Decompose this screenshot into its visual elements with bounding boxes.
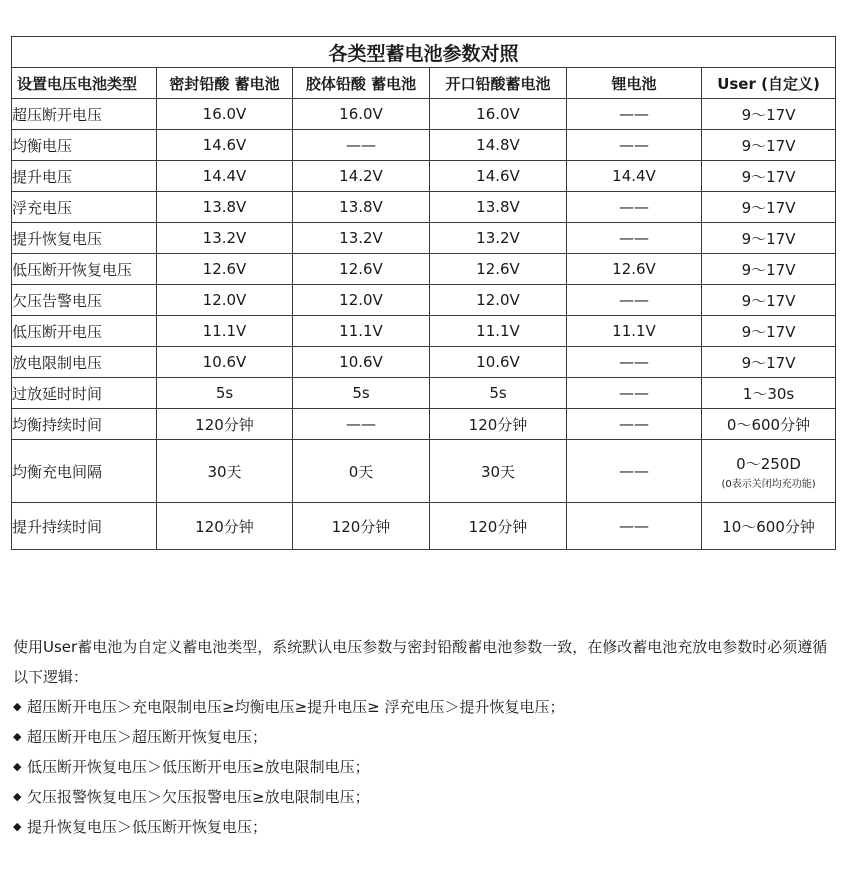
table-row <box>12 223 836 254</box>
rule-item <box>13 782 833 812</box>
cell-user-defined: 9～17V <box>702 285 836 316</box>
table-row <box>12 503 836 550</box>
rule-item <box>13 722 833 752</box>
cell-flooded-lead-acid: 12.0V <box>430 285 567 316</box>
row-label: 提升电压 <box>12 161 157 192</box>
header-sealed-lead-acid: 密封铅酸 蓄电池 <box>157 68 293 99</box>
table-header-row <box>12 68 836 99</box>
cell-gel-lead-acid: 10.6V <box>293 347 430 378</box>
cell-sealed-lead-acid: 120分钟 <box>157 409 293 440</box>
cell-lithium: —— <box>567 347 702 378</box>
cell-sealed-lead-acid: 16.0V <box>157 99 293 130</box>
cell-sealed-lead-acid: 12.6V <box>157 254 293 285</box>
row-label: 均衡电压 <box>12 130 157 161</box>
cell-user-defined: 9～17V <box>702 130 836 161</box>
rule-text: 提升恢复电压＞低压断开恢复电压； <box>27 818 268 836</box>
header-lithium: 锂电池 <box>567 68 702 99</box>
rule-text: 超压断开电压＞充电限制电压≥均衡电压≥提升电压≥ 浮充电压＞提升恢复电压； <box>27 698 565 716</box>
cell-sealed-lead-acid: 5s <box>157 378 293 409</box>
row-label: 浮充电压 <box>12 192 157 223</box>
cell-flooded-lead-acid: 13.8V <box>430 192 567 223</box>
diamond-bullet-icon: ◆ <box>13 730 22 743</box>
cell-user-note: (0表示关闭均充功能) <box>721 478 816 490</box>
cell-flooded-lead-acid: 16.0V <box>430 99 567 130</box>
battery-parameter-table <box>11 36 836 550</box>
row-label: 提升恢复电压 <box>12 223 157 254</box>
cell-flooded-lead-acid: 14.8V <box>430 130 567 161</box>
table-row <box>12 409 836 440</box>
cell-sealed-lead-acid: 10.6V <box>157 347 293 378</box>
cell-sealed-lead-acid: 13.2V <box>157 223 293 254</box>
row-label: 均衡持续时间 <box>12 409 157 440</box>
cell-user-defined: 9～17V <box>702 254 836 285</box>
cell-lithium: —— <box>567 130 702 161</box>
header-user-defined: User (自定义) <box>702 68 836 99</box>
cell-lithium: —— <box>567 223 702 254</box>
rule-text: 超压断开电压＞超压断开恢复电压； <box>27 728 268 746</box>
cell-gel-lead-acid: 14.2V <box>293 161 430 192</box>
cell-user-defined: 0～600分钟 <box>702 409 836 440</box>
row-label: 放电限制电压 <box>12 347 157 378</box>
rule-text: 欠压报警恢复电压＞欠压报警电压≥放电限制电压； <box>27 788 370 806</box>
row-label: 过放延时时间 <box>12 378 157 409</box>
cell-sealed-lead-acid: 120分钟 <box>157 503 293 550</box>
cell-flooded-lead-acid: 10.6V <box>430 347 567 378</box>
cell-user-defined: 9～17V <box>702 192 836 223</box>
diamond-bullet-icon: ◆ <box>13 790 22 803</box>
rule-item <box>13 692 833 722</box>
cell-user-defined: 9～17V <box>702 347 836 378</box>
cell-user-defined: 9～17V <box>702 316 836 347</box>
header-gel-lead-acid: 胶体铅酸 蓄电池 <box>293 68 430 99</box>
header-setting-type: 设置电压电池类型 <box>12 68 157 99</box>
diamond-bullet-icon: ◆ <box>13 760 22 773</box>
cell-flooded-lead-acid: 14.6V <box>430 161 567 192</box>
cell-flooded-lead-acid: 11.1V <box>430 316 567 347</box>
diamond-bullet-icon: ◆ <box>13 820 22 833</box>
cell-flooded-lead-acid: 12.6V <box>430 254 567 285</box>
cell-lithium: —— <box>567 409 702 440</box>
cell-gel-lead-acid: —— <box>293 409 430 440</box>
cell-user-defined: 9～17V <box>702 161 836 192</box>
cell-gel-lead-acid: 120分钟 <box>293 503 430 550</box>
cell-sealed-lead-acid: 12.0V <box>157 285 293 316</box>
rule-item <box>13 752 833 782</box>
cell-gel-lead-acid: 16.0V <box>293 99 430 130</box>
table-row <box>12 316 836 347</box>
cell-gel-lead-acid: —— <box>293 130 430 161</box>
cell-flooded-lead-acid: 30天 <box>430 440 567 503</box>
cell-lithium: 14.4V <box>567 161 702 192</box>
cell-user-defined: 9～17V <box>702 223 836 254</box>
cell-lithium: —— <box>567 192 702 223</box>
cell-lithium: —— <box>567 378 702 409</box>
notes-section <box>13 632 833 842</box>
header-flooded-lead-acid: 开口铅酸蓄电池 <box>430 68 567 99</box>
rule-text: 低压断开恢复电压＞低压断开电压≥放电限制电压； <box>27 758 370 776</box>
cell-user-defined: 10～600分钟 <box>702 503 836 550</box>
cell-gel-lead-acid: 5s <box>293 378 430 409</box>
cell-gel-lead-acid: 13.8V <box>293 192 430 223</box>
cell-lithium: —— <box>567 503 702 550</box>
cell-flooded-lead-acid: 120分钟 <box>430 409 567 440</box>
table-row <box>12 192 836 223</box>
table-title: 各类型蓄电池参数对照 <box>12 37 836 68</box>
row-label: 提升持续时间 <box>12 503 157 550</box>
cell-flooded-lead-acid: 120分钟 <box>430 503 567 550</box>
cell-lithium: 11.1V <box>567 316 702 347</box>
table-row <box>12 347 836 378</box>
cell-sealed-lead-acid: 14.4V <box>157 161 293 192</box>
battery-parameter-table-container <box>11 36 835 550</box>
diamond-bullet-icon: ◆ <box>13 700 22 713</box>
table-row <box>12 285 836 316</box>
cell-sealed-lead-acid: 13.8V <box>157 192 293 223</box>
cell-sealed-lead-acid: 30天 <box>157 440 293 503</box>
cell-lithium: 12.6V <box>567 254 702 285</box>
cell-sealed-lead-acid: 14.6V <box>157 130 293 161</box>
rule-item <box>13 812 833 842</box>
cell-flooded-lead-acid: 5s <box>430 378 567 409</box>
cell-gel-lead-acid: 12.0V <box>293 285 430 316</box>
notes-intro: 使用User蓄电池为自定义蓄电池类型，系统默认电压参数与密封铅酸蓄电池参数一致，在修改蓄电池充放电参数时必须遵循以下逻辑： <box>13 638 828 686</box>
cell-user-range: 0～250D <box>736 454 801 473</box>
cell-flooded-lead-acid: 13.2V <box>430 223 567 254</box>
row-label: 均衡充电间隔 <box>12 440 157 503</box>
cell-lithium: —— <box>567 99 702 130</box>
table-title-row <box>12 37 836 68</box>
cell-lithium: —— <box>567 285 702 316</box>
cell-user-defined: 1～30s <box>702 378 836 409</box>
cell-gel-lead-acid: 12.6V <box>293 254 430 285</box>
cell-user-defined: 9～17V <box>702 99 836 130</box>
cell-sealed-lead-acid: 11.1V <box>157 316 293 347</box>
table-row <box>12 378 836 409</box>
cell-user-defined <box>702 440 836 503</box>
table-row <box>12 161 836 192</box>
table-row <box>12 254 836 285</box>
row-label: 低压断开电压 <box>12 316 157 347</box>
cell-gel-lead-acid: 0天 <box>293 440 430 503</box>
rules-list <box>13 692 833 842</box>
table-row <box>12 440 836 503</box>
row-label: 超压断开电压 <box>12 99 157 130</box>
cell-gel-lead-acid: 13.2V <box>293 223 430 254</box>
row-label: 低压断开恢复电压 <box>12 254 157 285</box>
table-row <box>12 130 836 161</box>
row-label: 欠压告警电压 <box>12 285 157 316</box>
cell-gel-lead-acid: 11.1V <box>293 316 430 347</box>
cell-lithium: —— <box>567 440 702 503</box>
table-row <box>12 99 836 130</box>
